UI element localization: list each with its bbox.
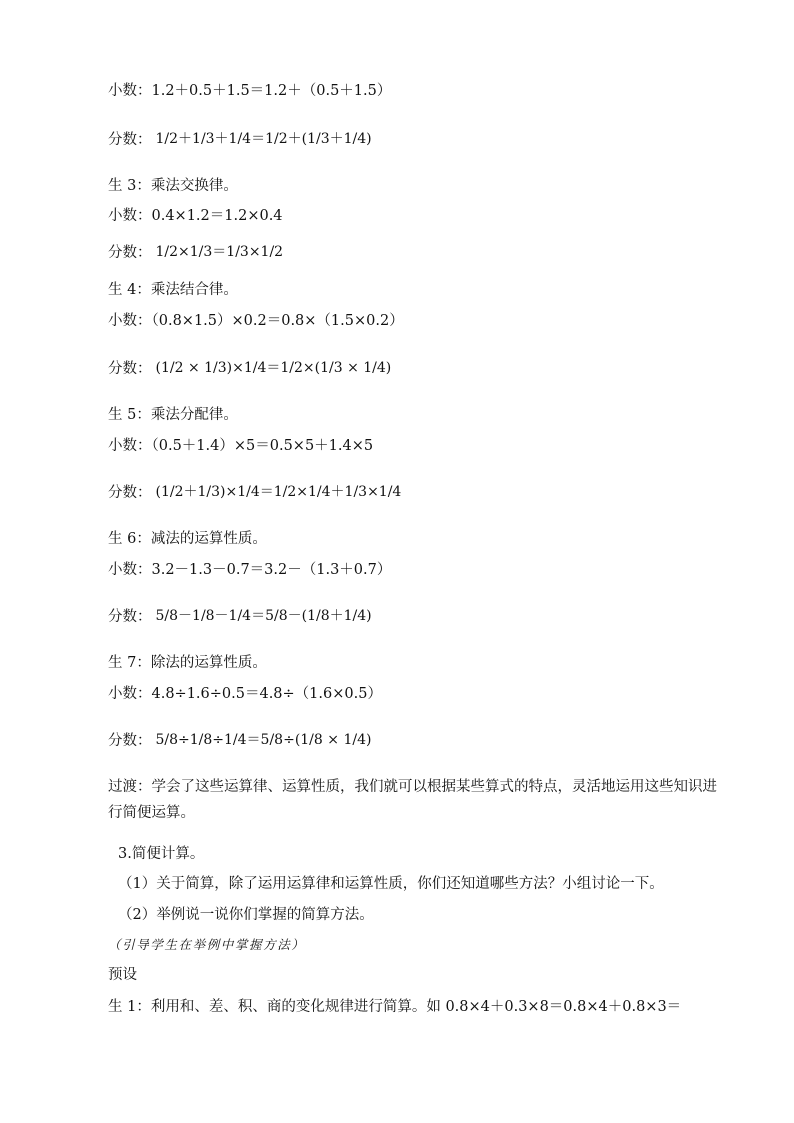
fraction-expression: 5/8－1/8－1/4＝5/8－(1/8＋1/4): [155, 608, 372, 624]
fraction-label: 分数：: [108, 732, 152, 749]
question-1: （1）关于简算，除了运用运算律和运算性质，你们还知道哪些方法？小组讨论一下。: [118, 876, 664, 892]
line-fraction-distrib: [108, 468, 401, 514]
line-fraction-mul-assoc: [108, 344, 391, 390]
transition-paragraph: 过渡：学会了这些运算律、运算性质，我们就可以根据某些算式的特点，灵活地运用这些知识进行简便运算。: [108, 779, 717, 821]
student-3-heading: 生 3：乘法交换律。: [108, 178, 238, 194]
preset-label: 预设: [108, 967, 137, 983]
student-7-heading: 生 7：除法的运算性质。: [108, 655, 267, 671]
fraction-label: 分数：: [108, 131, 152, 148]
line-decimal-div: 小数：4.8÷1.6÷0.5＝4.8÷（1.6×0.5）: [108, 686, 382, 702]
fraction-label: 分数：: [108, 484, 152, 501]
student-5-heading: 生 5：乘法分配律。: [108, 407, 238, 423]
fraction-expression: 1/2＋1/3＋1/4＝1/2＋(1/3＋1/4): [155, 131, 372, 147]
fraction-expression: (1/2 × 1/3)×1/4＝1/2×(1/3 × 1/4): [155, 360, 392, 376]
line-decimal-sub: 小数：3.2－1.3－0.7＝3.2－（1.3＋0.7）: [108, 562, 392, 578]
fraction-expression: 5/8÷1/8÷1/4＝5/8÷(1/8 × 1/4): [155, 732, 372, 748]
line-fraction-sub: [108, 592, 372, 638]
student-6-heading: 生 6：减法的运算性质。: [108, 531, 267, 547]
line-decimal-mul-comm: 小数：0.4×1.2＝1.2×0.4: [108, 208, 283, 224]
line-decimal-mul-assoc: 小数：（0.8×1.5）×0.2＝0.8×（1.5×0.2）: [108, 313, 404, 329]
question-2: （2）举例说一说你们掌握的简算方法。: [118, 907, 374, 923]
fraction-label: 分数：: [108, 360, 152, 377]
line-decimal-add-assoc: 小数：1.2＋0.5＋1.5＝1.2＋（0.5＋1.5）: [108, 83, 392, 99]
student-4-heading: 生 4：乘法结合律。: [108, 282, 238, 298]
fraction-label: 分数：: [108, 608, 152, 625]
line-decimal-distrib: 小数：（0.5＋1.4）×5＝0.5×5＋1.4×5: [108, 438, 374, 454]
line-fraction-mul-comm: [108, 228, 283, 274]
student-1-example: 生 1：利用和、差、积、商的变化规律进行简算。如 0.8×4＋0.3×8＝0.8×4＋0.8×3＝: [108, 999, 682, 1015]
fraction-expression: (1/2＋1/3)×1/4＝1/2×1/4＋1/3×1/4: [155, 484, 402, 500]
fraction-expression: 1/2×1/3＝1/3×1/2: [155, 244, 284, 260]
line-fraction-add-assoc: [108, 115, 372, 161]
fraction-label: 分数：: [108, 244, 152, 261]
teacher-note: （引导学生在举例中掌握方法）: [108, 937, 306, 952]
line-fraction-div: [108, 716, 371, 762]
section-3-heading: 3.简便计算。: [118, 846, 205, 862]
